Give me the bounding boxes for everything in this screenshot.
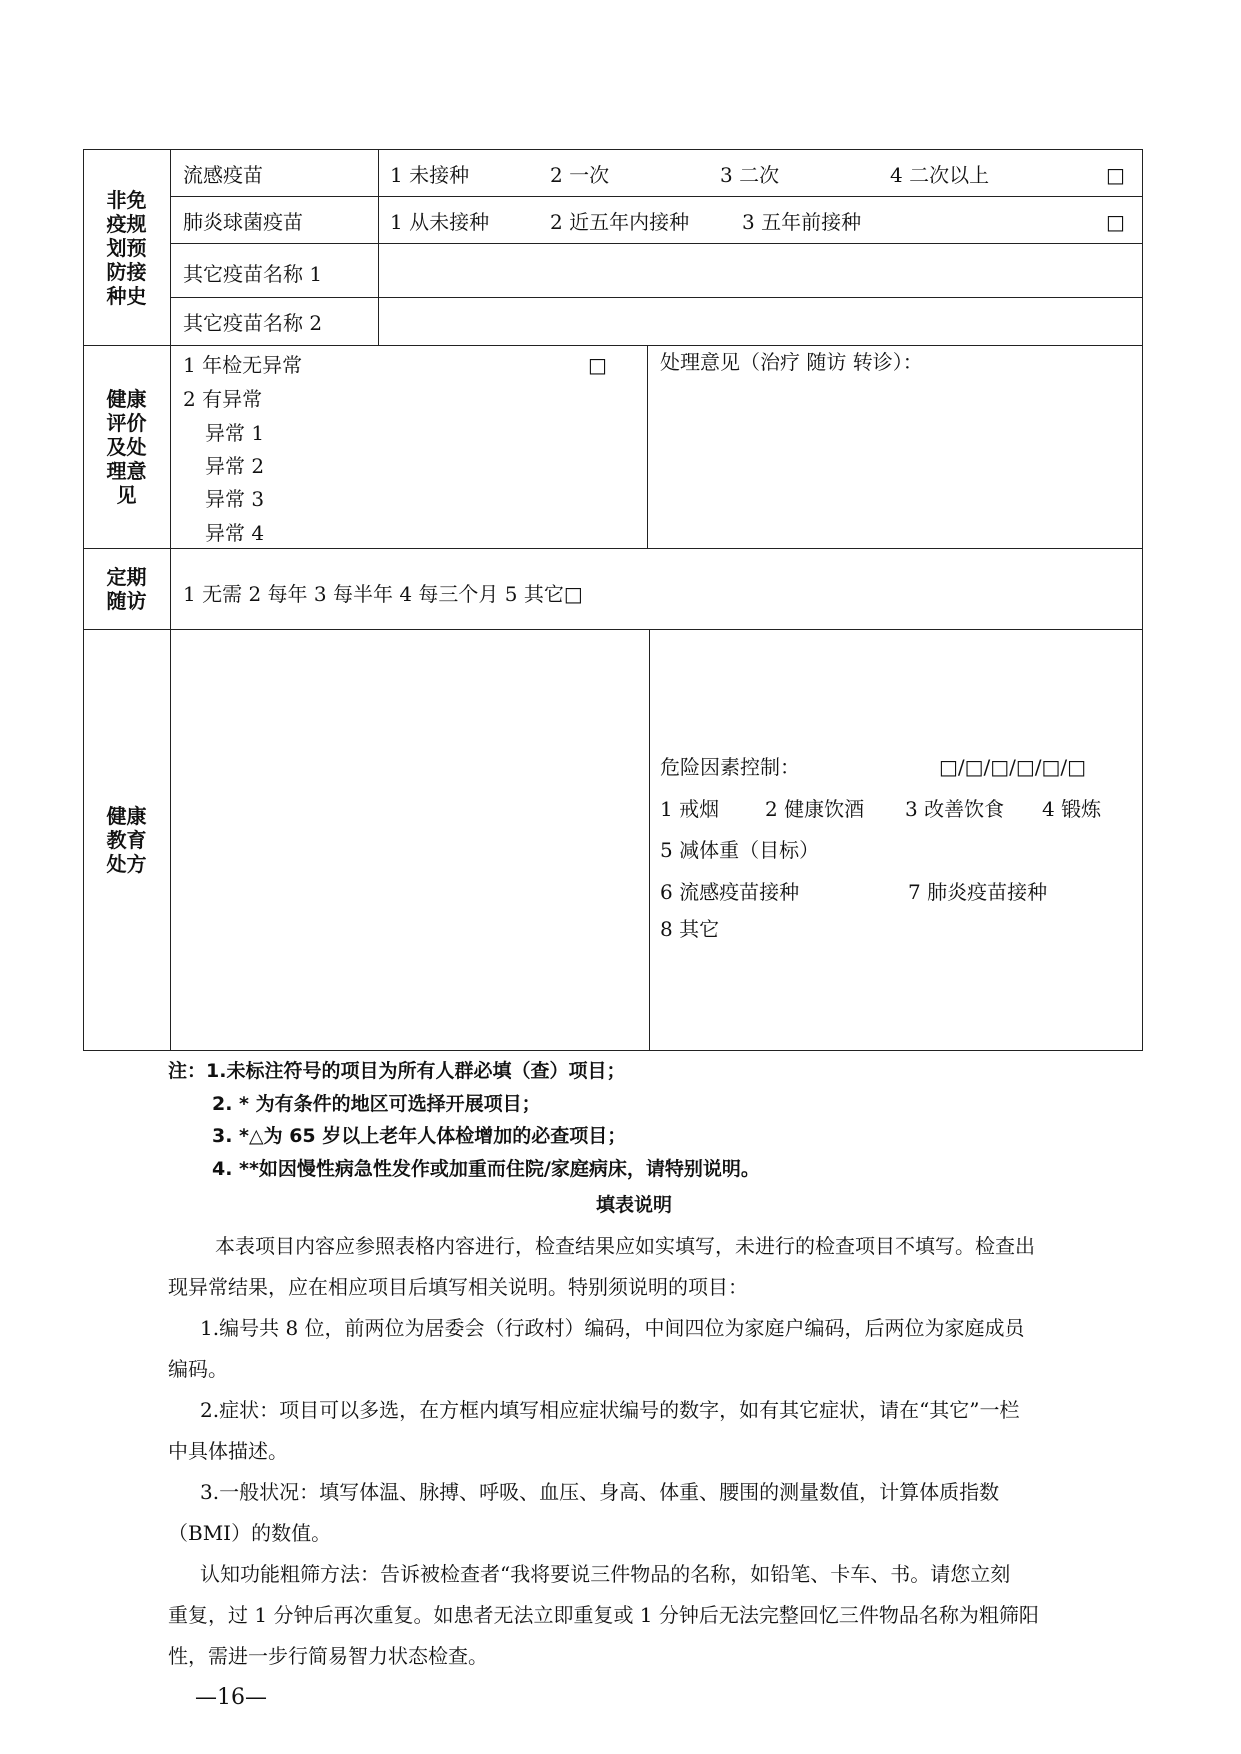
risk-control-label: 危险因素控制： (660, 755, 800, 779)
flu-option-3: 3 二次 (720, 163, 780, 187)
vaccination-heading: 非免疫规划预防接种史 (106, 187, 147, 308)
divider (170, 548, 171, 630)
risk-item: 6 流感疫苗接种 (660, 880, 800, 904)
divider (378, 149, 379, 346)
instruction-line: 重复，过 1 分钟后再次重复。如患者无法立即重复或 1 分钟后无法完整回忆三件物品名称为粗筛阳 (168, 1603, 1039, 1627)
pneumo-checkbox[interactable]: □ (1106, 210, 1125, 234)
pneumo-option-3: 3 五年前接种 (742, 210, 862, 234)
instruction-line: 认知功能粗筛方法：告诉被检查者“我将要说三件物品的名称，如铅笔、卡车、书。请您立刻 (200, 1562, 1011, 1586)
instruction-line: 中具体描述。 (168, 1439, 288, 1463)
instructions-title: 填表说明 (596, 1194, 673, 1216)
abnormal-option: 2 有异常 (183, 387, 263, 411)
flu-vaccine-label: 流感疫苗 (183, 163, 263, 187)
note-line: 2. * 为有条件的地区可选择开展项目； (212, 1093, 541, 1115)
risk-item: 8 其它 (660, 917, 720, 941)
instruction-line: 1.编号共 8 位，前两位为居委会（行政村）编码，中间四位为家庭户编码，后两位为家庭成员 (200, 1316, 1025, 1340)
instruction-line: 现异常结果，应在相应项目后填写相关说明。特别须说明的项目： (168, 1275, 748, 1299)
divider (170, 149, 171, 346)
education-heading: 健康教育处方 (106, 804, 147, 876)
no-abnormality-option: 1 年检无异常 (183, 353, 303, 377)
risk-item: 5 减体重（目标） (660, 838, 820, 862)
instruction-line: 性，需进一步行简易智力状态检查。 (168, 1644, 488, 1668)
risk-item: 2 健康饮酒 (765, 797, 865, 821)
divider (170, 345, 171, 549)
abnormal-item[interactable]: 异常 1 (205, 421, 265, 445)
instruction-line: 本表项目内容应参照表格内容进行，检查结果应如实填写，未进行的检查项目不填写。检查出 (215, 1234, 1035, 1258)
instruction-line: 3.一般状况：填写体温、脉搏、呼吸、血压、身高、体重、腰围的测量数值，计算体质指数 (200, 1480, 1000, 1504)
note-line: 4. **如因慢性病急性发作或加重而住院/家庭病床，请特别说明。 (212, 1158, 760, 1180)
divider (170, 297, 1143, 298)
note-line: 注：1.未标注符号的项目为所有人群必填（查）项目； (168, 1060, 626, 1082)
pneumo-option-1: 1 从未接种 (390, 210, 490, 234)
divider (170, 243, 1143, 244)
risk-item: 1 戒烟 (660, 797, 720, 821)
risk-item: 7 肺炎疫苗接种 (908, 880, 1048, 904)
other-vaccine-2-label: 其它疫苗名称 2 (183, 311, 323, 335)
other-vaccine-1-label: 其它疫苗名称 1 (183, 262, 323, 286)
abnormal-item[interactable]: 异常 2 (205, 454, 265, 478)
treatment-opinion-label: 处理意见（治疗 随访 转诊）： (660, 350, 923, 374)
abnormal-item[interactable]: 异常 3 (205, 487, 265, 511)
no-abnormality-checkbox[interactable]: □ (588, 353, 607, 377)
flu-option-1: 1 未接种 (390, 163, 470, 187)
note-line: 3. *△为 65 岁以上老年人体检增加的必查项目； (212, 1125, 627, 1147)
pneumo-option-2: 2 近五年内接种 (550, 210, 690, 234)
followup-options: 1 无需 2 每年 3 每半年 4 每三个月 5 其它□ (183, 582, 583, 606)
instruction-line: 2.症状：项目可以多选，在方框内填写相应症状编号的数字，如有其它症状，请在“其它”一栏 (200, 1398, 1020, 1422)
divider (649, 629, 650, 1051)
evaluation-heading: 健康评价及处理意见 (106, 387, 147, 507)
flu-checkbox[interactable]: □ (1106, 163, 1125, 187)
abnormal-item[interactable]: 异常 4 (205, 521, 265, 545)
divider (170, 629, 171, 1051)
followup-heading: 定期随访 (106, 565, 147, 613)
education-section (83, 629, 1143, 1051)
risk-item: 3 改善饮食 (905, 797, 1005, 821)
flu-option-4: 4 二次以上 (890, 163, 990, 187)
instruction-line: （BMI）的数值。 (168, 1521, 332, 1545)
instruction-line: 编码。 (168, 1357, 228, 1381)
page-number: —16— (195, 1685, 267, 1710)
flu-option-2: 2 一次 (550, 163, 610, 187)
risk-control-checkboxes[interactable]: □/□/□/□/□/□ (939, 755, 1087, 779)
divider (647, 345, 648, 549)
pneumococcal-vaccine-label: 肺炎球菌疫苗 (183, 210, 303, 234)
divider (170, 196, 1143, 197)
risk-item: 4 锻炼 (1042, 797, 1102, 821)
